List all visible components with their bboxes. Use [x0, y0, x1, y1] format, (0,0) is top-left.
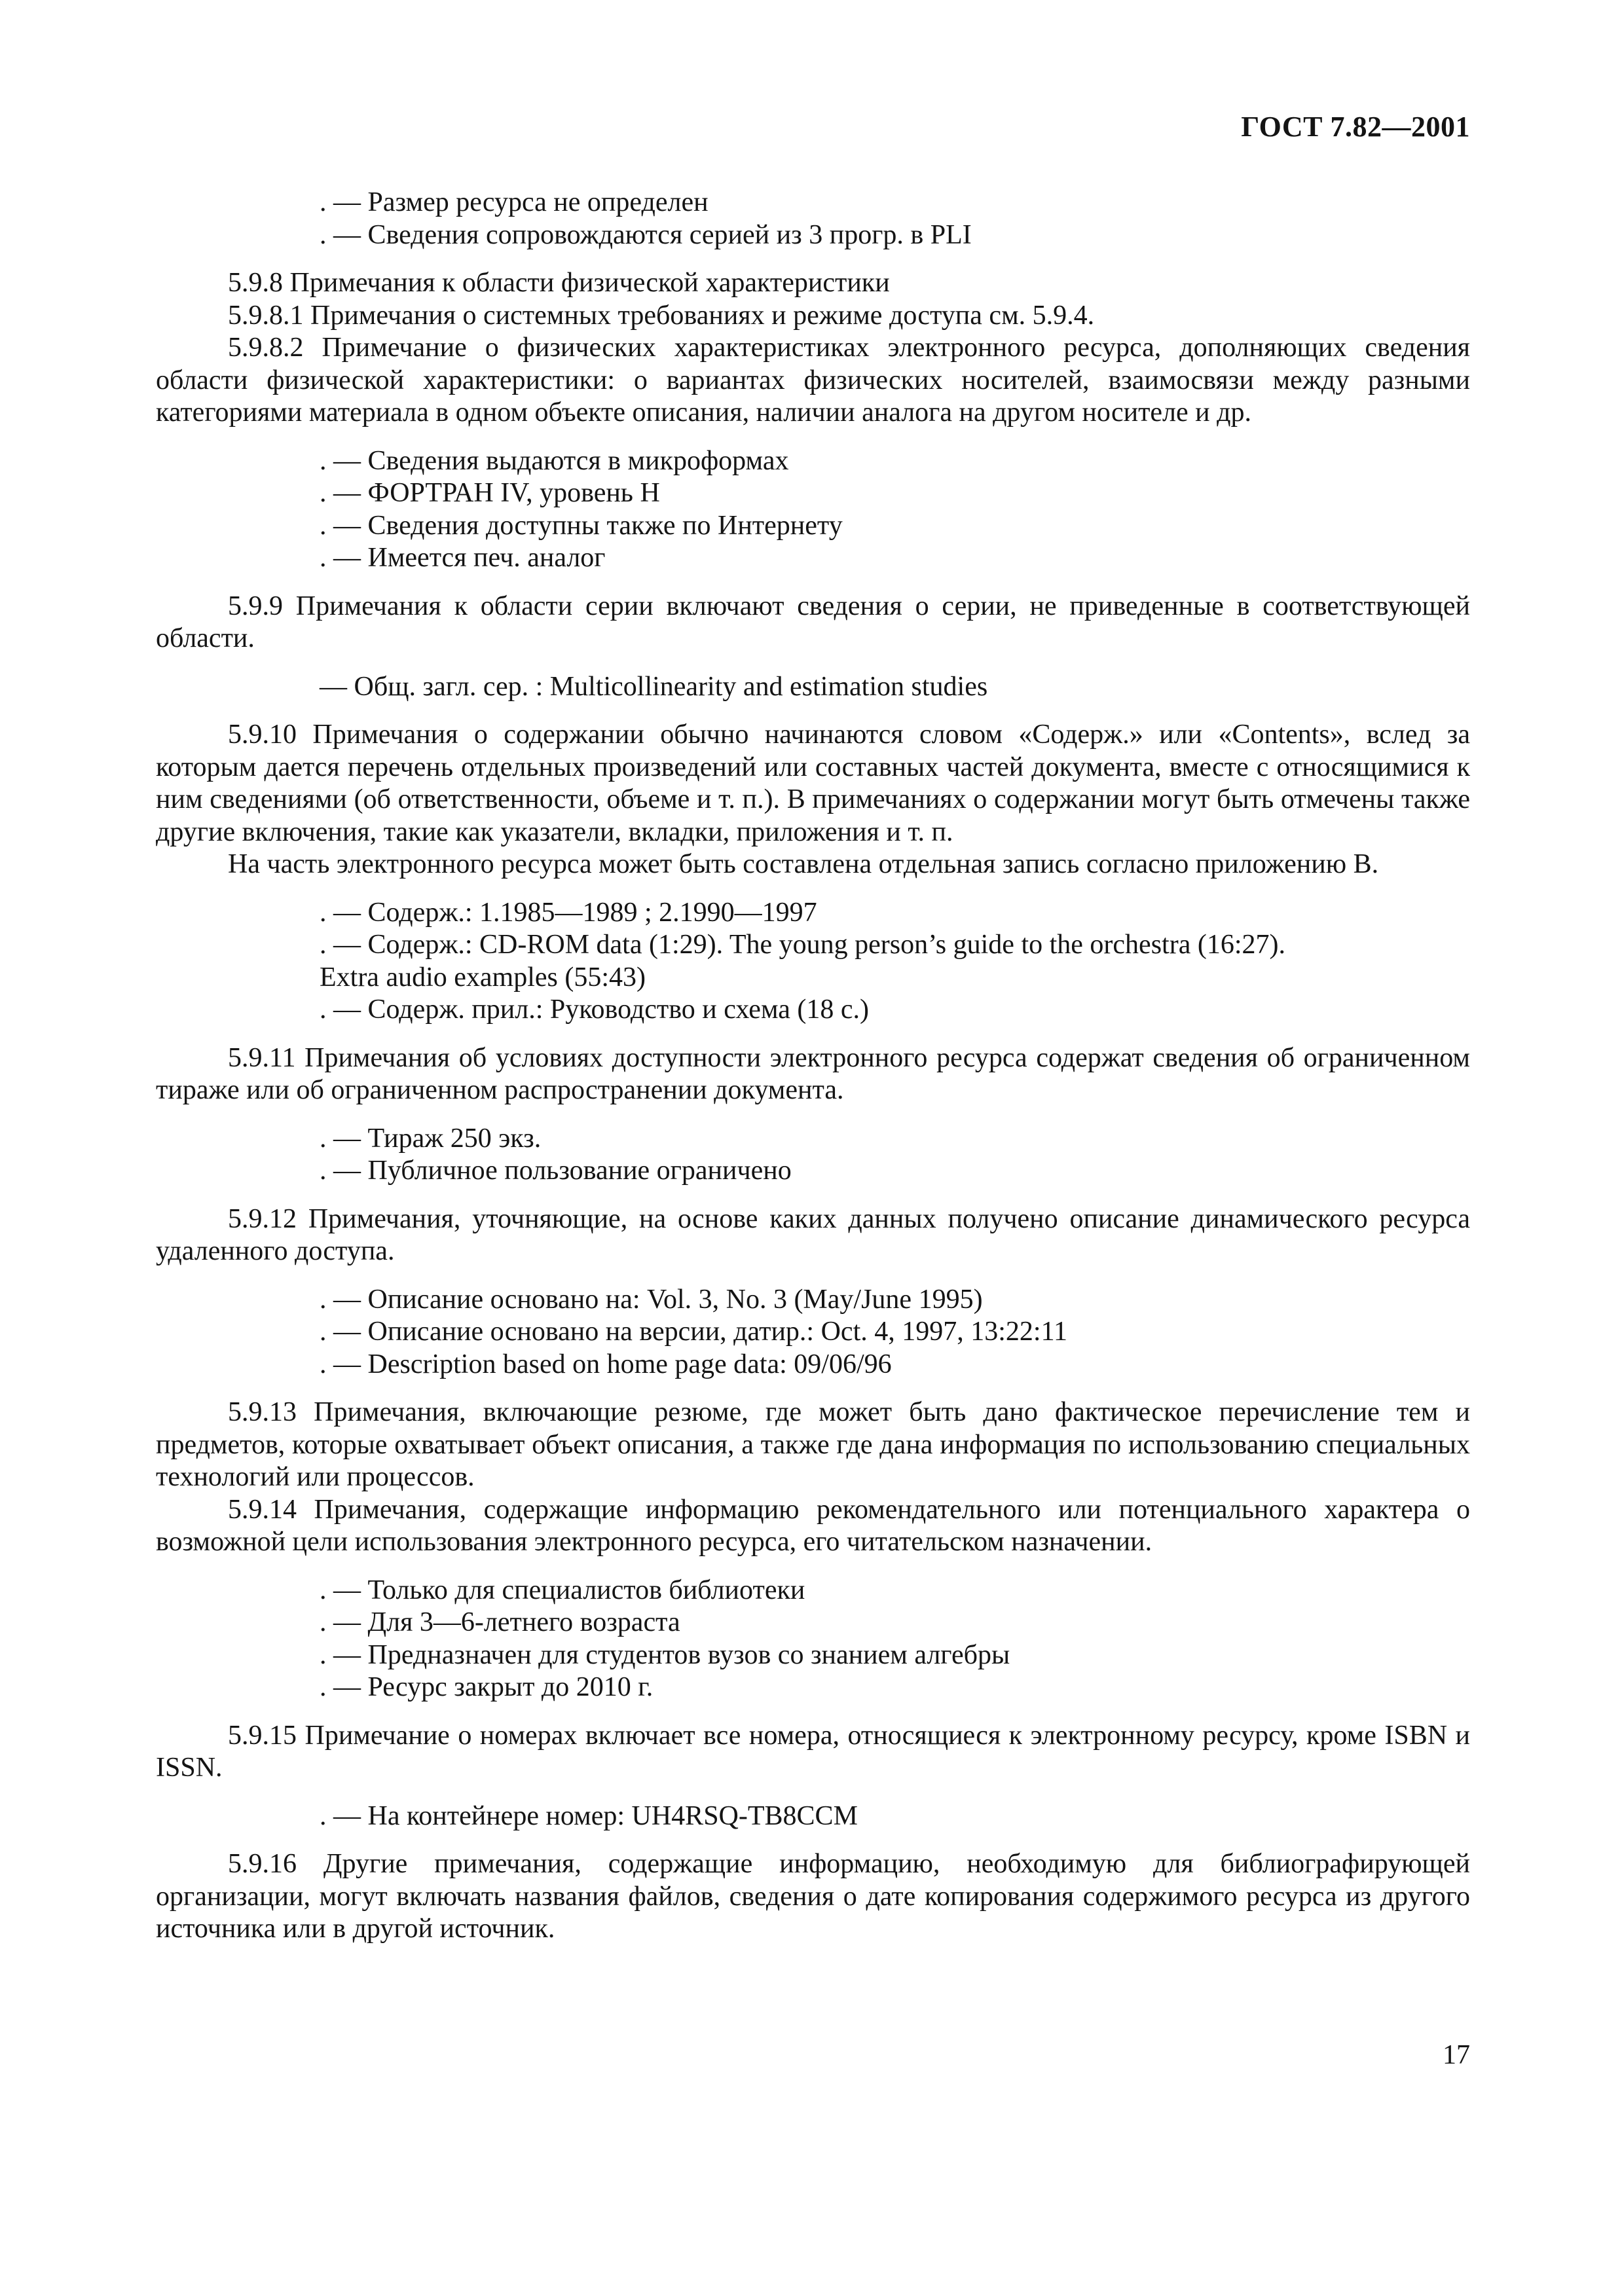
example-line-continuation: Extra audio examples (55:43): [320, 962, 646, 993]
example-line: . — Содерж.: 1.1985—1989 ; 2.1990—1997: [320, 897, 817, 928]
example-line: . — Сведения сопровождаются серией из 3 прогр. в PLI: [320, 219, 972, 250]
example-line: . — На контейнере номер: UH4RSQ-TB8CCM: [320, 1800, 858, 1831]
example-line: . — Имеется печ. аналог: [320, 543, 606, 573]
document-page: [156, 0, 1470, 2296]
clause-5-9-8-2: 5.9.8.2 Примечание о физических характеристиках электронного ресурса, дополняющих сведения области физической характеристики: о вариантах физических носителей, взаимосвязи между разными категориями материала в одном объекте описания, наличии аналога на другом носителе и др.: [156, 333, 1470, 428]
clause-5-9-12: 5.9.12 Примечания, уточняющие, на основе каких данных получено описание динамического ресурса удаленного доступа.: [156, 1203, 1470, 1266]
example-line: . — Для 3—6-летнего возраста: [320, 1607, 680, 1637]
example-line: . — Содерж. прил.: Руководство и схема (18 с.): [320, 994, 869, 1025]
example-line: — Общ. загл. сер. : Multicollinearity and estimation studies: [320, 671, 988, 702]
clause-5-9-11: 5.9.11 Примечания об условиях доступности электронного ресурса содержат сведения об ограниченном тираже или об ограниченном распространении документа.: [156, 1042, 1470, 1105]
example-line: . — Сведения доступны также по Интернету: [320, 510, 843, 541]
standard-code-header: ГОСТ 7.82—2001: [1241, 111, 1470, 143]
example-line: . — Описание основано на версии, датир.: Oct. 4, 1997, 13:22:11: [320, 1317, 1068, 1347]
example-line: . — Только для специалистов библиотеки: [320, 1575, 805, 1605]
example-line: . — ФОРТРАН IV, уровень H: [320, 478, 660, 508]
clause-5-9-16: 5.9.16 Другие примечания, содержащие информацию, необходимую для библиографирующей организации, могут включать названия файлов, сведения о дате копирования содержимого ресурса из другого источника или в другой источник.: [156, 1849, 1470, 1944]
clause-5-9-8-1: 5.9.8.1 Примечания о системных требованиях и режиме доступа см. 5.9.4.: [228, 300, 1095, 331]
clause-5-9-8: 5.9.8 Примечания к области физической характеристики: [228, 268, 890, 298]
clause-5-9-15: 5.9.15 Примечание о номерах включает все номера, относящиеся к электронному ресурсу, кроме ISBN и ISSN.: [156, 1720, 1470, 1783]
clause-5-9-10-note: На часть электронного ресурса может быть составлена отдельная запись согласно приложению В.: [228, 849, 1379, 879]
example-line: . — Размер ресурса не определен: [320, 187, 709, 217]
page-number: 17: [1443, 2040, 1470, 2070]
clause-5-9-10: 5.9.10 Примечания о содержании обычно начинаются словом «Содерж.» или «Contents», вслед за которым дается перечень отдельных произведений или составных частей документа, вместе с относящимися к ним сведениями (об ответственности, объеме и т. п.). В примечаниях о содержании могут быть отмечены также другие включения, такие как указатели, вкладки, приложения и т. п.: [156, 720, 1470, 847]
example-line: . — Публичное пользование ограничено: [320, 1156, 792, 1186]
clause-5-9-13: 5.9.13 Примечания, включающие резюме, где может быть дано фактическое перечисление тем и предметов, которые охватывает объект описания, а также где дана информация по использованию специальных технологий или процессов.: [156, 1397, 1470, 1492]
example-line: . — Предназначен для студентов вузов со знанием алгебры: [320, 1639, 1010, 1670]
example-line: . — Тираж 250 экз.: [320, 1123, 542, 1154]
page-body: [156, 187, 1470, 1946]
example-line: . — Description based on home page data: 09/06/96: [320, 1349, 892, 1379]
example-line: . — Описание основано на: Vol. 3, No. 3 (May/June 1995): [320, 1284, 983, 1315]
example-line: . — Содерж.: CD-ROM data (1:29). The young person’s guide to the orchestra (16:27).: [320, 930, 1285, 960]
clause-5-9-9: 5.9.9 Примечания к области серии включают сведения о серии, не приведенные в соответствующей области.: [156, 591, 1470, 653]
example-line: . — Ресурс закрыт до 2010 г.: [320, 1672, 654, 1702]
clause-5-9-14: 5.9.14 Примечания, содержащие информацию рекомендательного или потенциального характера о возможной цели использования электронного ресурса, его читательском назначении.: [156, 1494, 1470, 1557]
example-line: . — Сведения выдаются в микроформах: [320, 445, 789, 476]
